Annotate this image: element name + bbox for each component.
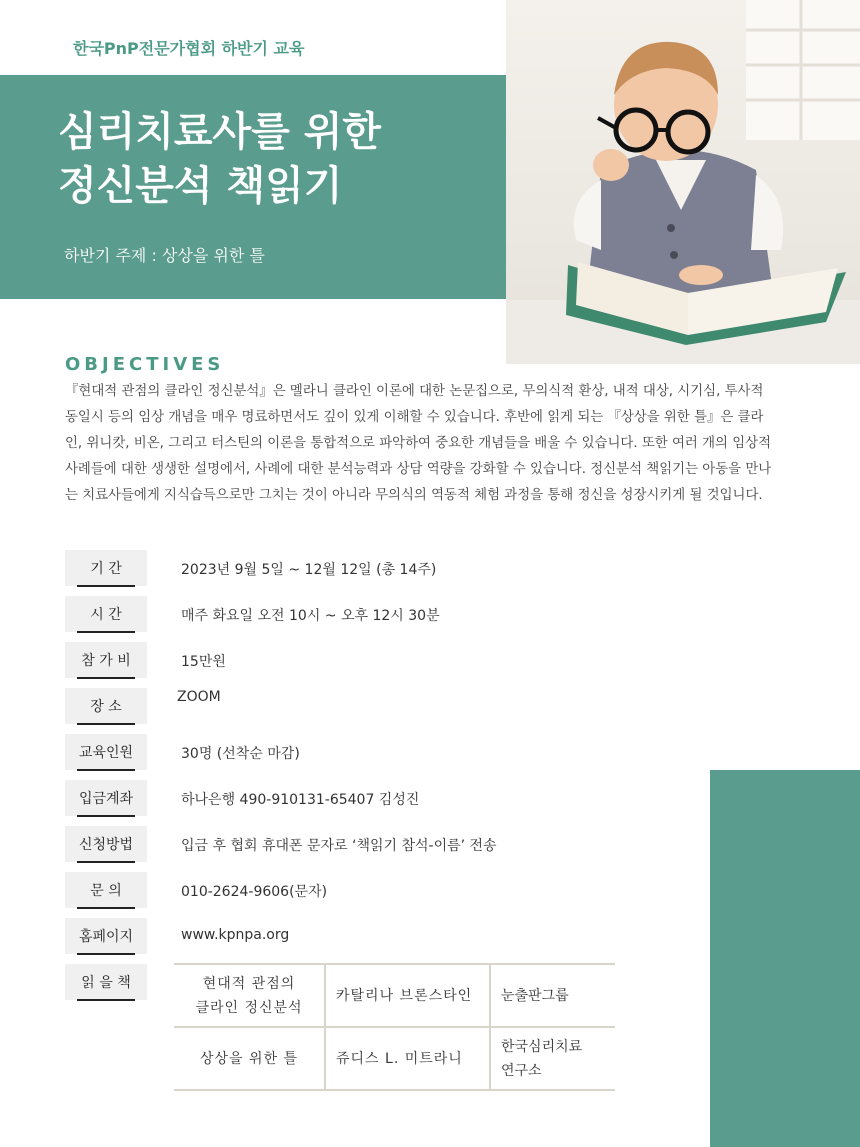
info-label: 신청방법 [65, 826, 147, 862]
page-title [58, 105, 381, 213]
title-line-1: 심리치료사를 위한 [58, 109, 382, 155]
info-value: ZOOM [177, 689, 221, 705]
info-value: 010-2624-9606(문자) [181, 884, 328, 900]
baby-reading-illustration [506, 0, 860, 364]
info-label: 입금계좌 [65, 780, 147, 816]
book-publisher [490, 964, 615, 1027]
book-title-line: 클라인 정신분석 [195, 999, 303, 1016]
book-title: 상상을 위한 틀 [174, 1027, 325, 1090]
info-label: 기 간 [65, 550, 147, 586]
table-row [174, 964, 615, 1027]
info-label: 교육인원 [65, 734, 147, 770]
book-author: 쥬디스 L. 미트라니 [325, 1027, 490, 1090]
homepage-link[interactable]: www.kpnpa.org [181, 927, 290, 943]
objectives-text: 『현대적 관점의 클라인 정신분석』은 멜라니 클라인 이론에 대한 논문집으로, 무의식적 환상, 내적 대상, 시기심, 투사적 동일시 등의 임상 개념을 매우 명료하면서도 깊이 있게 이해할 수 있습니다. 후반에 읽게 되는 『상상을 위한 틀』은 클라인, 위니캇, 비온, 그리고 터스틴의 이론을 통합적으로 파악하여 중요한 개념들을 배울 수 있습니다. 또한 여러 개의 임상적 사례들에 대한 생생한 설명에서, 사례에 대한 분석능력과 상담 역량을 강화할 수 있습니다. 정신분석 책읽기는 아동을 만나는 치료사들에게 지식습득으로만 그치는 것이 아니라 무의식의 역동적 체험 과정을 통해 정신을 성장시키게 될 것입니다. [65, 384, 772, 503]
book-title [174, 964, 325, 1027]
book-author: 카탈리나 브론스타인 [325, 964, 490, 1027]
info-label: 읽 을 책 [65, 964, 147, 1000]
book-publisher-line: 연구소 [501, 1062, 542, 1079]
info-label: 참 가 비 [65, 642, 147, 678]
table-row [174, 1027, 615, 1090]
organizer-label: 한국PnP전문가협회 하반기 교육 [73, 39, 305, 58]
books-table [174, 963, 615, 1091]
page-subtitle: 하반기 주제 : 상상을 위한 틀 [64, 246, 265, 265]
info-value: 입금 후 협회 휴대폰 문자로 ‘책읽기 참석-이름’ 전송 [181, 838, 497, 854]
info-label: 문 의 [65, 872, 147, 908]
info-label: 홈페이지 [65, 918, 147, 954]
info-value: 2023년 9월 5일 ~ 12월 12일 (총 14주) [181, 562, 437, 578]
book-publisher-line: 한국심리치료 [501, 1038, 583, 1055]
book-title-line: 현대적 관점의 [202, 975, 296, 992]
info-value: 하나은행 490-910131-65407 김성진 [181, 792, 420, 808]
book-publisher-line: 눈출판그룹 [501, 987, 569, 1004]
baby-reading-photo [506, 0, 860, 364]
book-publisher [490, 1027, 615, 1090]
info-label: 장 소 [65, 688, 147, 724]
decorative-green-block [710, 770, 860, 1147]
info-value: 매주 화요일 오전 10시 ~ 오후 12시 30분 [181, 608, 440, 624]
info-label: 시 간 [65, 596, 147, 632]
objectives-heading: OBJECTIVES [65, 354, 225, 375]
info-value: 15만원 [181, 654, 226, 670]
title-line-2: 정신분석 책읽기 [58, 163, 343, 209]
info-value: 30명 (선착순 마감) [181, 746, 300, 762]
